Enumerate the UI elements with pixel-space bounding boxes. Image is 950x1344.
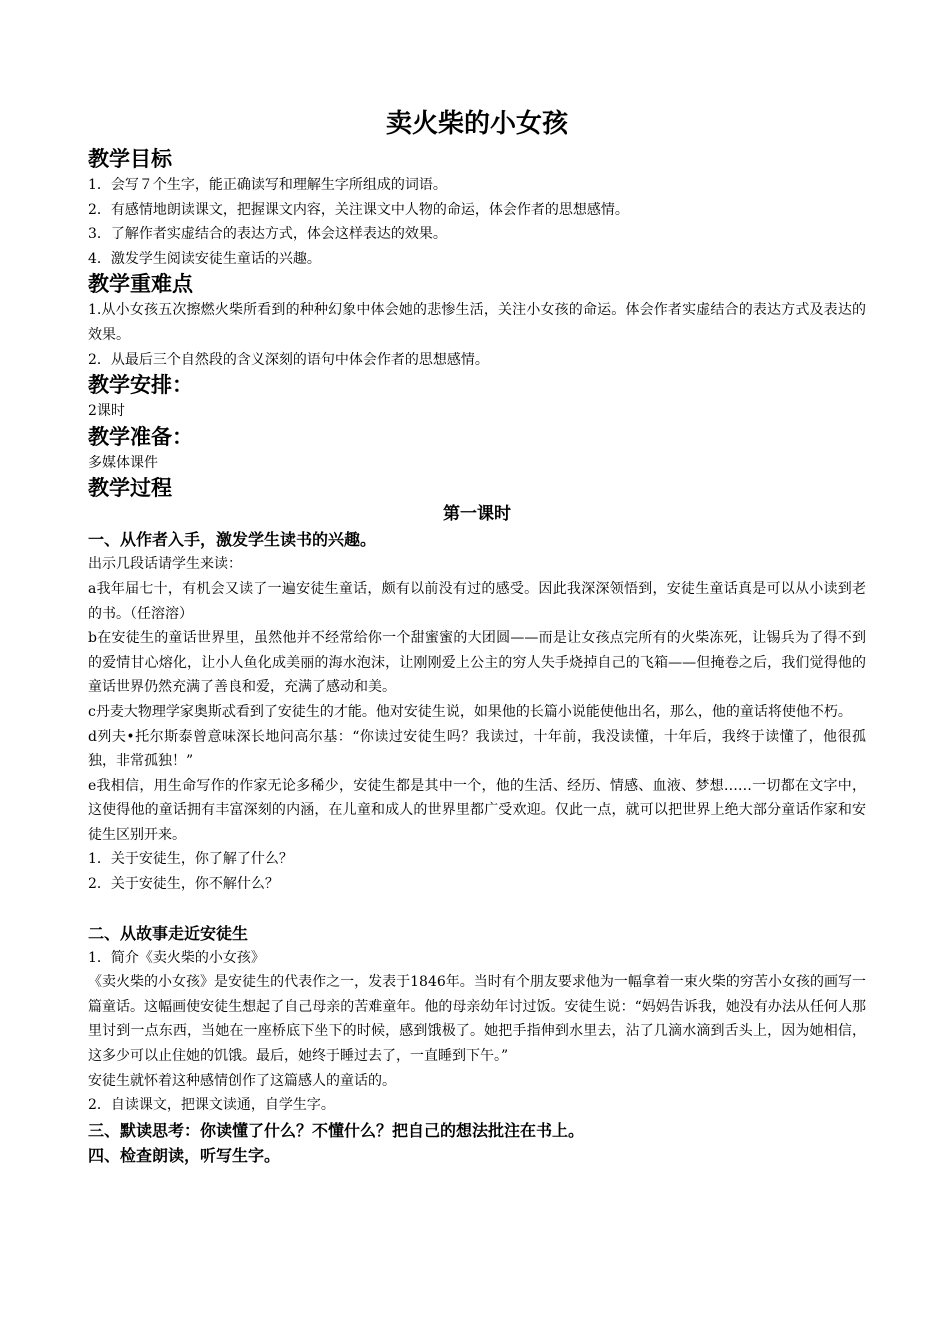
blank-line [88, 897, 866, 921]
section2-heading: 二、从故事走近安徒生 [88, 923, 249, 943]
document-title: 卖火柴的小女孩 [385, 109, 568, 139]
document-page [88, 104, 866, 1168]
section2-sub2: 2．自读课文，把课文读通，自学生字。 [88, 1097, 335, 1114]
section1-intro: 出示几段话请学生来读： [88, 556, 242, 573]
section2-sub1: 1．简介《卖火柴的小女孩》 [88, 949, 265, 966]
objective-item: 2．有感情地朗读课文，把握课文内容，关注课文中人物的命运，体会作者的思想感情。 [88, 201, 629, 218]
question-item: 1．关于安徒生，你了解了什么？ [88, 851, 293, 868]
preparation-text: 多媒体课件 [88, 454, 158, 471]
key-points-heading: 教学重难点 [88, 272, 193, 297]
section1-heading: 一、从作者入手，激发学生读书的兴趣。 [88, 530, 377, 550]
preparation-heading: 教学准备： [88, 424, 193, 449]
question-item: 2．关于安徒生，你不解什么？ [88, 876, 279, 893]
schedule-text: 2课时 [88, 403, 125, 420]
quote-paragraph: e我相信，用生命写作的作家无论多稀少，安徒生都是其中一个，他的生活、经历、情感、血液、梦想……一切都在文字中，这使得他的童话拥有丰富深刻的内涵，在儿童和成人的世界里都广受欢迎。仅此一点，就可以把世界上绝大部分童话作家和安徒生区别开来。 [88, 777, 866, 843]
key-point-item: 1.从小女孩五次擦燃火柴所看到的种种幻象中体会她的悲惨生活，关注小女孩的命运。体会作者实虚结合的表达方式及表达的效果。 [88, 302, 866, 343]
section2-para1: 《卖火柴的小女孩》是安徒生的代表作之一，发表于1846年。当时有个朋友要求他为一幅拿着一束火柴的穷苦小女孩的画写一篇童话。这幅画使安徒生想起了自己母亲的苦难童年。他的母亲幼年讨过饭。安徒生说：“妈妈告诉我，她没有办法从任何人那里讨到一点东西，当她在一座桥底下坐下的时候，感到饿极了。她把手指伸到水里去，沾了几滴水滴到舌头上，因为她相信，这多少可以止住她的饥饿。最后，她终于睡过去了，一直睡到下午。” [88, 974, 866, 1065]
objective-item: 1．会写７个生字，能正确读写和理解生字所组成的词语。 [88, 177, 447, 193]
quote-paragraph: d列夫•托尔斯泰曾意味深长地问高尔基：“你读过安徒生吗？我读过，十年前，我没读懂，十年后，我终于读懂了，他很孤独，非常孤独！” [88, 728, 866, 770]
lesson-title: 第一课时 [443, 504, 511, 525]
objective-item: 4．激发学生阅读安徒生童话的兴趣。 [88, 250, 321, 267]
process-heading: 教学过程 [88, 476, 172, 501]
key-point-item: 2．从最后三个自然段的含义深刻的语句中体会作者的思想感情。 [88, 351, 489, 368]
objectives-heading: 教学目标 [88, 147, 172, 171]
quote-paragraph: c丹麦大物理学家奥斯忒看到了安徒生的才能。他对安徒生说，如果他的长篇小说能使他出名，那么，他的童话将使他不朽。 [88, 703, 852, 720]
quote-paragraph: a我年届七十，有机会又读了一遍安徒生童话，颇有以前没有过的感受。因此我深深领悟到，安徒生童话真是可以从小读到老的书。（任溶溶） [88, 580, 866, 622]
section3-heading: 三、默读思考：你读懂了什么？不懂什么？把自己的想法批注在书上。 [88, 1120, 585, 1140]
quote-paragraph: b在安徒生的童话世界里，虽然他并不经常给你一个甜蜜蜜的大团圆——而是让女孩点完所有的火柴冻死，让锡兵为了得不到的爱情甘心熔化，让小人鱼化成美丽的海水泡沫，让刚刚爱上公主的穷人失手烧掉自己的飞箱——但掩卷之后，我们觉得他的童话世界仍然充满了善良和爱，充满了感动和美。 [88, 630, 866, 696]
section4-heading: 四、检查朗读，听写生字。 [88, 1145, 281, 1165]
schedule-heading: 教学安排： [88, 373, 193, 398]
section2-para2: 安徒生就怀着这种感情创作了这篇感人的童话的。 [88, 1072, 396, 1089]
objective-item: 3．了解作者实虚结合的表达方式，体会这样表达的效果。 [88, 226, 447, 243]
